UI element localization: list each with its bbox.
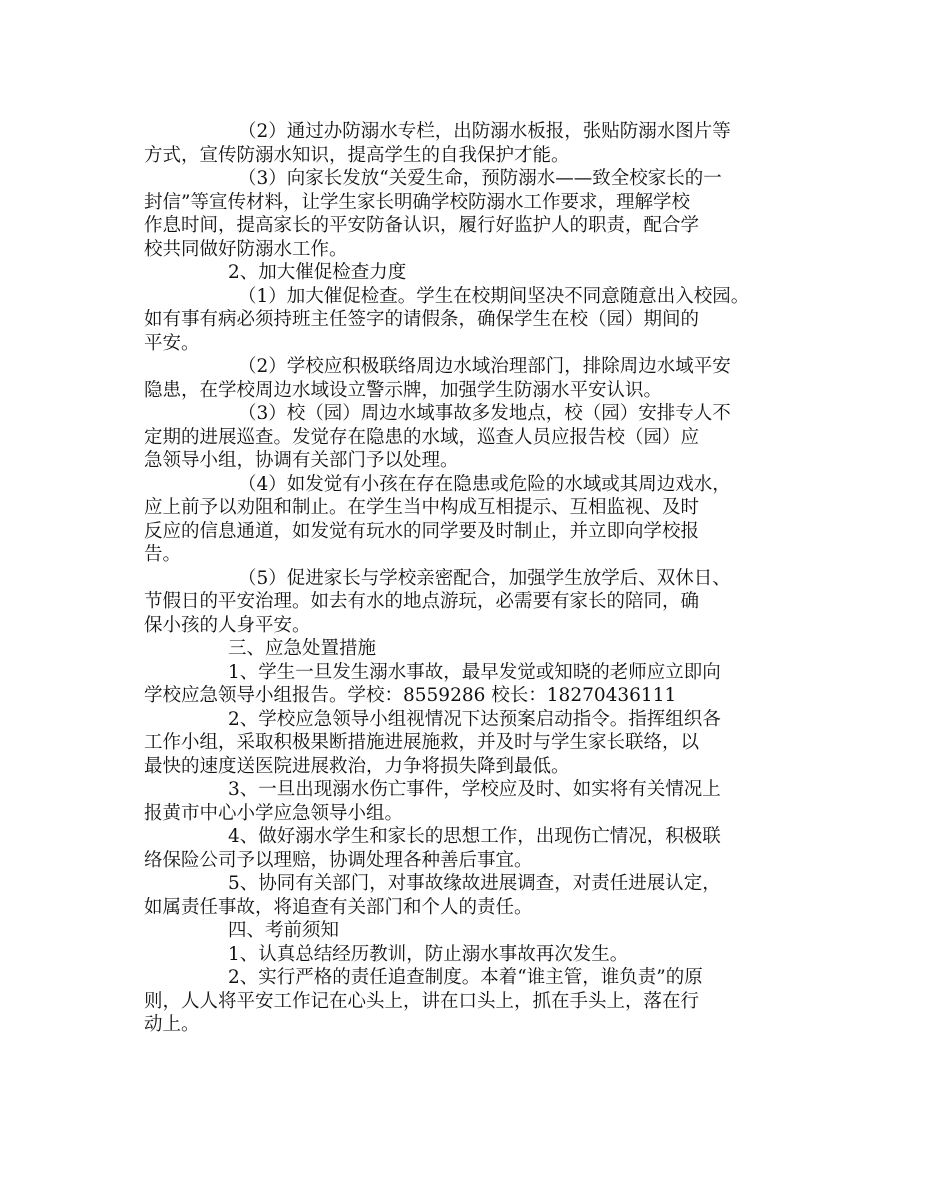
text-line: 校共同做好防溺水工作。 — [144, 238, 348, 260]
text-line: 络保险公司予以理赔，协调处理各种善后事宜。 — [144, 849, 533, 871]
text-line: 应上前予以劝阻和制止。在学生当中构成互相提示、互相监视、及时 — [144, 497, 700, 518]
text-line: 5、协同有关部门，对事故缘故进展调查，对责任进展认定， — [228, 873, 721, 894]
text-line: 四、考前须知 — [228, 920, 340, 941]
text-line: 1、认真总结经历教训，防止溺水事故再次发生。 — [228, 943, 629, 965]
document-body — [144, 120, 814, 1037]
text-line: 如属责任事故，将追查有关部门和个人的责任。 — [144, 896, 533, 918]
text-line: 工作小组，采取积极果断措施进展施救，并及时与学生家长联络，以 — [144, 732, 700, 753]
text-line: 2、实行严格的责任追查制度。本着“谁主管，谁负责”的原 — [228, 967, 703, 988]
text-line: 则，人人将平安工作记在心头上，讲在口头上，抓在手头上，落在行 — [144, 990, 700, 1012]
text-line: 隐患，在学校周边水域设立警示牌，加强学生防溺水平安认识。 — [144, 379, 663, 401]
text-line: （5）促进家长与学校亲密配合，加强学生放学后、双休日、 — [238, 567, 731, 589]
text-line: （1）加大催促检查。学生在校期间坚决不同意随意出入校园。 — [238, 285, 750, 307]
text-line: 节假日的平安治理。如去有水的地点游玩，必需要有家长的陪同，确 — [144, 591, 700, 612]
text-line: 定期的进展巡查。发觉存在隐患的水域，巡查人员应报告校（园）应 — [144, 426, 700, 448]
text-line: 2、加大催促检查力度 — [228, 262, 407, 283]
text-line: 最快的速度送医院进展救治，力争将损失降到最低。 — [144, 755, 570, 777]
text-line: 告。 — [144, 544, 182, 565]
text-line: （2）学校应积极联络周边水域治理部门，排除周边水域平安 — [238, 356, 731, 377]
text-line: 保小孩的人身平安。 — [144, 614, 311, 636]
text-line: （2）通过办防溺水专栏，出防溺水板报，张贴防溺水图片等 — [238, 121, 731, 142]
text-line: 封信”等宣传材料，让学生家长明确学校防溺水工作要求，理解学校 — [144, 191, 690, 213]
text-line: 学校应急领导小组报告。学校：8559286 校长：18270436111 — [144, 685, 677, 706]
text-line: 反应的信息通道，如发觉有玩水的同学要及时制止，并立即向学校报 — [144, 520, 700, 542]
text-line: 如有事有病必须持班主任签字的请假条，确保学生在校（园）期间的 — [144, 309, 700, 330]
text-line: 作息时间，提高家长的平安防备认识，履行好监护人的职责，配合学 — [144, 215, 700, 236]
text-line: 动上。 — [144, 1014, 200, 1035]
text-line: （3）向家长发放“关爱生命，预防溺水——致全校家长的一 — [238, 168, 722, 189]
text-line: 1、学生一旦发生溺水事故，最早发觉或知晓的老师应立即向 — [228, 661, 721, 683]
text-line: 2、学校应急领导小组视情况下达预案启动指令。指挥组织各 — [228, 708, 721, 730]
text-line: 4、做好溺水学生和家长的思想工作，出现伤亡情况，积极联 — [228, 826, 721, 847]
text-line: （4）如发觉有小孩在存在隐患或危险的水域或其周边戏水， — [238, 473, 731, 495]
text-line: 3、一旦出现溺水伤亡事件，学校应及时、如实将有关情况上 — [228, 779, 721, 800]
text-line: 方式，宣传防溺水知识，提高学生的自我保护才能。 — [144, 144, 570, 166]
text-line: 报黄市中心小学应急领导小组。 — [144, 802, 404, 824]
text-line: 急领导小组，协调有关部门予以处理。 — [144, 450, 459, 471]
text-line: 平安。 — [144, 332, 200, 354]
text-line: （3）校（园）周边水域事故多发地点，校（园）安排专人不 — [238, 403, 731, 424]
text-line: 三、应急处置措施 — [228, 638, 377, 659]
